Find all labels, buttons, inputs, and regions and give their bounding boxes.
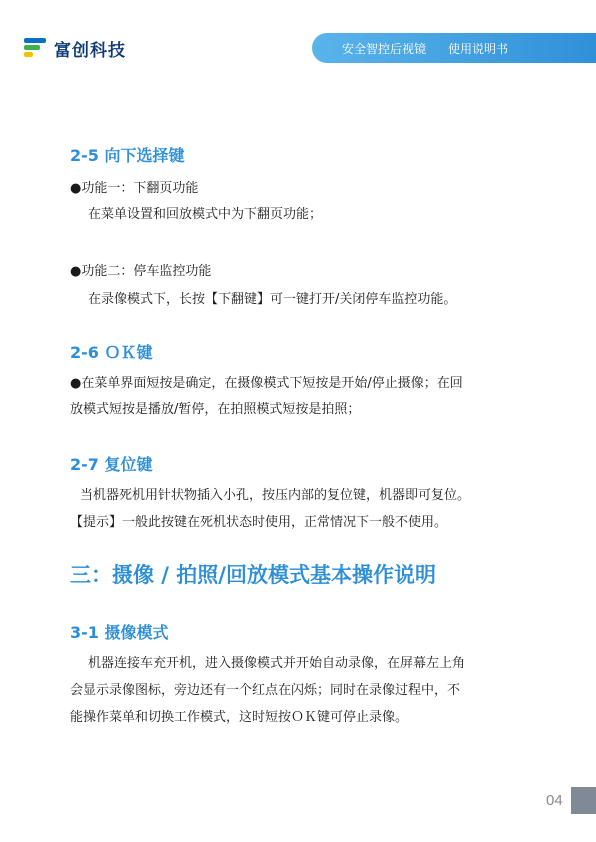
video-mode-line-1: 机器连接车充开机，进入摄像模式并开始自动录像，在屏幕左上角	[88, 656, 466, 671]
section-2-6-title: 2-6 ＯＫ键	[70, 343, 153, 362]
section-2-5-title: 2-5 向下选择键	[70, 146, 185, 165]
document-title: 使用说明书	[448, 41, 509, 56]
function-1-label: ●功能一：下翻页功能	[70, 181, 199, 196]
section-3-1-title: 3-1 摄像模式	[70, 623, 169, 642]
video-mode-line-2: 会显示录像图标，旁边还有一个红点在闪烁；同时在录像过程中，不	[70, 683, 461, 698]
function-1-description: 在菜单设置和回放模式中为下翻页功能；	[88, 207, 323, 222]
video-mode-line-3: 能操作菜单和切换工作模式，这时短按ＯＫ键可停止录像。	[70, 710, 409, 725]
reset-key-line-1: 当机器死机用针状物插入小孔，按压内部的复位键，机器即可复位。	[80, 488, 471, 503]
chapter-3-title: 三：摄像 / 拍照/回放模式基本操作说明	[70, 563, 436, 587]
page-number: 04	[546, 792, 563, 809]
brand-logo	[24, 36, 126, 60]
ok-key-line-2: 放模式短按是播放/暂停，在拍照模式短按是拍照；	[70, 402, 361, 417]
function-2-label: ●功能二：停车监控功能	[70, 264, 212, 279]
product-name: 安全智控后视镜	[342, 41, 427, 56]
brand-logo-icon	[24, 37, 48, 59]
header-banner	[312, 33, 596, 63]
ok-key-line-1: ●在菜单界面短按是确定，在摄像模式下短按是开始/停止摄像；在回	[70, 376, 463, 391]
brand-name: 富创科技	[54, 40, 126, 61]
section-2-7-title: 2-7 复位键	[70, 455, 153, 474]
function-2-description: 在录像模式下，长按【下翻键】可一键打开/关闭停车监控功能。	[88, 292, 457, 307]
page-number-block	[571, 787, 596, 814]
reset-key-tip: 【提示】一般此按键在死机状态时使用，正常情况下一般不使用。	[70, 515, 448, 530]
